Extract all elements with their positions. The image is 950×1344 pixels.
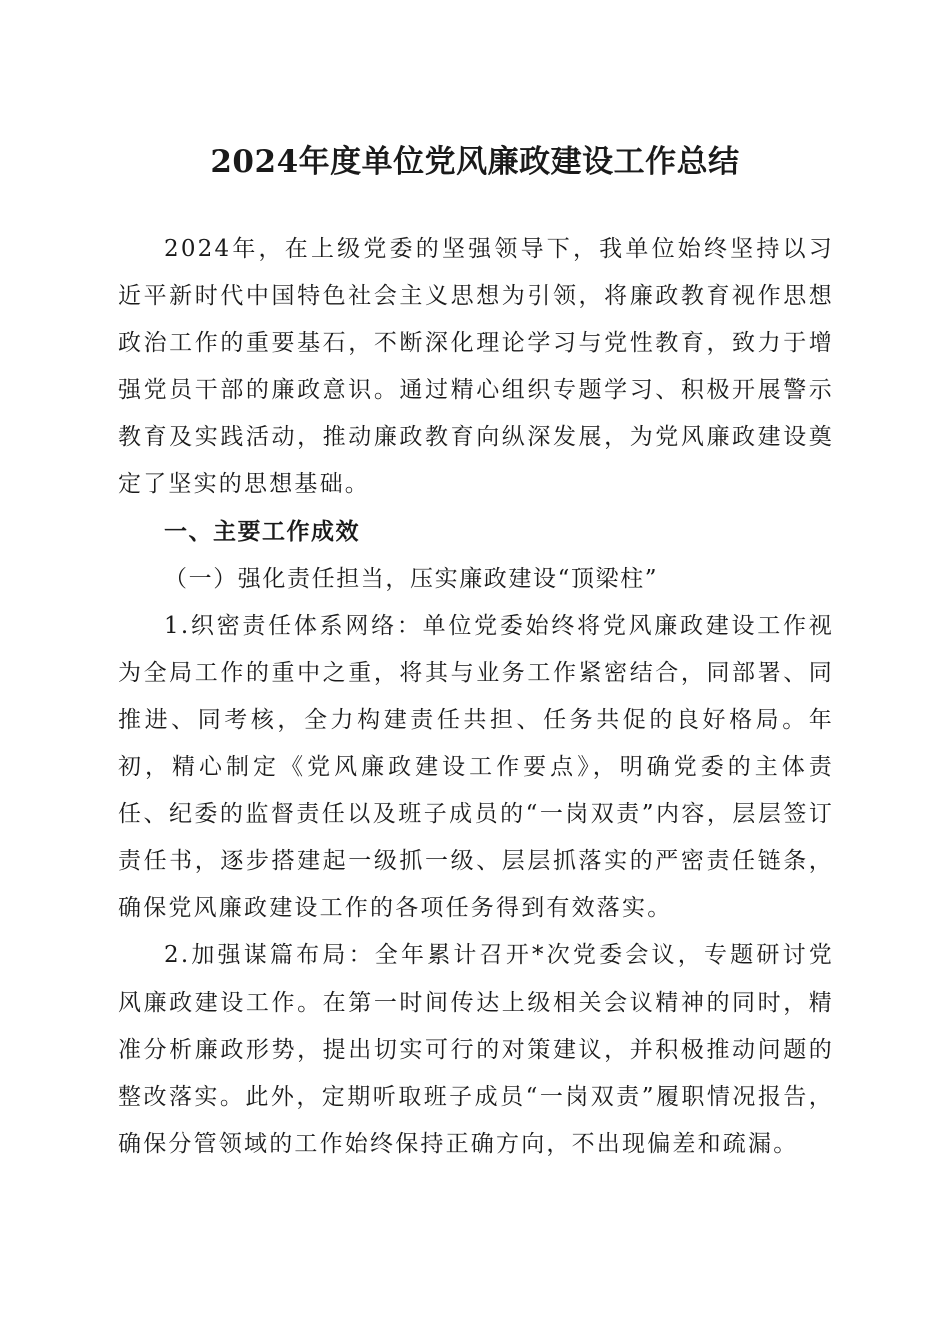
document-body xyxy=(118,226,834,1168)
subsection-heading-responsibility: （一）强化责任担当，压实廉政建设“顶梁柱” xyxy=(164,565,659,592)
document-title: 2024年度单位党风廉政建设工作总结 xyxy=(210,144,740,180)
intro-paragraph: 2024年，在上级党委的坚强领导下，我单位始终坚持以习近平新时代中国特色社会主义思想为引领，将廉政教育视作思想政治工作的重要基石，不断深化理论学习与党性教育，致力于增强党员干部的廉政意识。通过精心组织专题学习、积极开展警示教育及实践活动，推动廉政教育向纵深发展，为党风廉政建设奠定了坚实的思想基础。 xyxy=(118,236,834,498)
item-paragraph-1: 1.织密责任体系网络：单位党委始终将党风廉政建设工作视为全局工作的重中之重，将其与业务工作紧密结合，同部署、同推进、同考核，全力构建责任共担、任务共促的良好格局。年初，精心制定《党风廉政建设工作要点》，明确党委的主体责任、纪委的监督责任以及班子成员的“一岗双责”内容，层层签订责任书，逐步搭建起一级抓一级、层层抓落实的严密责任链条，确保党风廉政建设工作的各项任务得到有效落实。 xyxy=(118,612,834,922)
item-paragraph-2: 2.加强谋篇布局：全年累计召开*次党委会议，专题研讨党风廉政建设工作。在第一时间传达上级相关会议精神的同时，精准分析廉政形势，提出切实可行的对策建议，并积极推动问题的整改落实。此外，定期听取班子成员“一岗双责”履职情况报告，确保分管领域的工作始终保持正确方向，不出现偏差和疏漏。 xyxy=(118,942,834,1157)
section-heading-main-achievements: 一、主要工作成效 xyxy=(164,518,360,545)
